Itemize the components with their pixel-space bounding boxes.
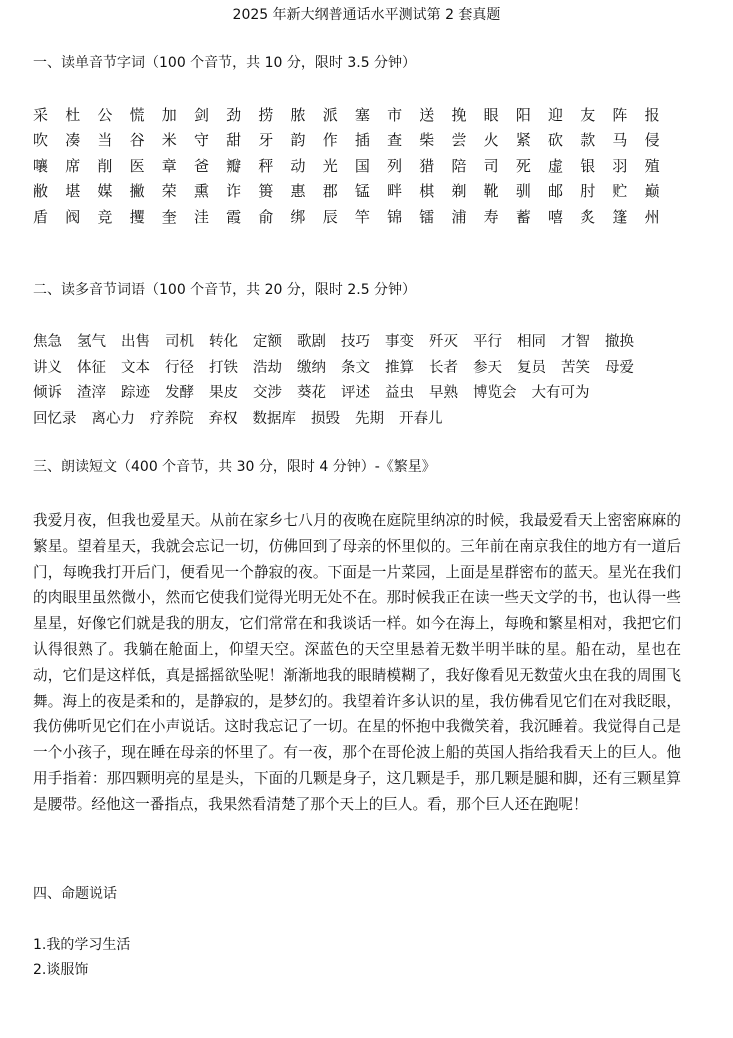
word-item: 才智 [561, 333, 590, 350]
syllable-char: 熏 [193, 182, 209, 201]
syllable-char: 报 [644, 105, 660, 124]
section-1-heading: 一、读单音节字词（100 个音节，共 10 分，限时 3.5 分钟） [33, 55, 417, 71]
syllable-char: 阳 [515, 105, 531, 124]
syllable-char: 嘻 [548, 207, 564, 226]
word-item: 先期 [355, 411, 384, 428]
word-item: 长者 [429, 359, 458, 376]
syllable-char: 采 [33, 105, 49, 124]
word-item: 歌剧 [297, 333, 326, 350]
syllable-char: 盾 [33, 207, 49, 226]
word-item: 司机 [165, 333, 194, 350]
syllable-char: 紧 [515, 131, 531, 150]
syllable-char: 诈 [226, 182, 242, 201]
syllable-char: 霞 [226, 207, 242, 226]
word-item: 离心力 [91, 411, 135, 428]
word-item: 讲义 [33, 359, 62, 376]
syllable-char: 辰 [322, 207, 338, 226]
word-item: 母爱 [605, 359, 634, 376]
syllable-char: 加 [161, 105, 177, 124]
syllable-char: 章 [161, 156, 177, 175]
word-item: 大有可为 [531, 385, 590, 402]
char-row [33, 153, 677, 179]
syllable-char: 羽 [612, 156, 628, 175]
word-item: 回忆录 [33, 411, 77, 428]
word-item: 事变 [385, 333, 414, 350]
syllable-char: 撇 [129, 182, 145, 201]
word-item: 推算 [385, 359, 414, 376]
word-item: 氢气 [77, 333, 106, 350]
syllable-char: 奎 [161, 207, 177, 226]
syllable-char: 荣 [161, 182, 177, 201]
syllable-char: 司 [483, 156, 499, 175]
speaking-topics [33, 933, 130, 983]
word-item: 葵花 [297, 385, 326, 402]
section-2-heading: 二、读多音节词语（100 个音节，共 20 分，限时 2.5 分钟） [33, 282, 417, 298]
syllable-char: 列 [387, 156, 403, 175]
word-item: 益虫 [385, 385, 414, 402]
syllable-char: 棋 [419, 182, 435, 201]
syllable-char: 郡 [322, 182, 338, 201]
word-item: 焦急 [33, 333, 62, 350]
word-item: 打铁 [209, 359, 238, 376]
syllable-char: 陪 [451, 156, 467, 175]
syllable-char: 迎 [548, 105, 564, 124]
syllable-char: 医 [129, 156, 145, 175]
word-row [33, 355, 649, 381]
syllable-char: 巅 [644, 182, 660, 201]
syllable-char: 尝 [451, 131, 467, 150]
syllable-char: 慌 [129, 105, 145, 124]
word-item: 数据库 [252, 411, 296, 428]
syllable-char: 剃 [451, 182, 467, 201]
syllable-char: 锰 [354, 182, 370, 201]
section-4-heading: 四、命题说话 [33, 886, 117, 902]
multi-syllable-grid [33, 329, 649, 432]
syllable-char: 镭 [419, 207, 435, 226]
word-item: 渣滓 [77, 385, 106, 402]
syllable-char: 寿 [483, 207, 499, 226]
syllable-char: 凑 [65, 131, 81, 150]
word-row [33, 406, 649, 432]
word-item: 平行 [473, 333, 502, 350]
syllable-char: 银 [580, 156, 596, 175]
word-item: 倾诉 [33, 385, 62, 402]
syllable-char: 殖 [644, 156, 660, 175]
syllable-char: 削 [97, 156, 113, 175]
syllable-char: 马 [612, 131, 628, 150]
syllable-char: 猎 [419, 156, 435, 175]
syllable-char: 市 [387, 105, 403, 124]
syllable-char: 阵 [612, 105, 628, 124]
syllable-char: 堪 [65, 182, 81, 201]
char-row [33, 102, 677, 128]
word-item: 交涉 [253, 385, 282, 402]
syllable-char: 韵 [290, 131, 306, 150]
word-item: 评述 [341, 385, 370, 402]
syllable-char: 送 [419, 105, 435, 124]
word-item: 出售 [121, 333, 150, 350]
syllable-char: 贮 [612, 182, 628, 201]
syllable-char: 友 [580, 105, 596, 124]
word-item: 弃权 [208, 411, 238, 428]
word-item: 文本 [121, 359, 150, 376]
syllable-char: 柴 [419, 131, 435, 150]
syllable-char: 当 [97, 131, 113, 150]
syllable-char: 攫 [129, 207, 145, 226]
syllable-char: 驯 [515, 182, 531, 201]
syllable-char: 眼 [483, 105, 499, 124]
word-item: 苦笑 [561, 359, 590, 376]
syllable-char: 脓 [290, 105, 306, 124]
syllable-char: 劲 [226, 105, 242, 124]
syllable-char: 竿 [354, 207, 370, 226]
single-syllable-grid [33, 102, 677, 230]
syllable-char: 捞 [258, 105, 274, 124]
syllable-char: 篑 [258, 182, 274, 201]
word-item: 疗养院 [150, 411, 194, 428]
syllable-char: 肘 [580, 182, 596, 201]
syllable-char: 甜 [226, 131, 242, 150]
syllable-char: 国 [354, 156, 370, 175]
syllable-char: 蓄 [515, 207, 531, 226]
syllable-char: 州 [644, 207, 660, 226]
reading-passage: 我爱月夜，但我也爱星天。从前在家乡七八月的夜晚在庭院里纳凉的时候，我最爱看天上密密麻麻的繁星。望着星天，我就会忘记一切，仿佛回到了母亲的怀里似的。三年前在南京我住的地方有一道后门，每晚我打开后门，便看见一个静寂的夜。下面是一片菜园，上面是星群密布的蓝天。星光在我们的肉眼里虽然微小，然而它使我们觉得光明无处不在。那时候我正在读一些天文学的书，也认得一些星星，好像它们就是我的朋友，它们常常在和我谈话一样。如今在海上，每晚和繁星相对，我把它们认得很熟了。我躺在舱面上，仰望天空。深蓝色的天空里悬着无数半明半昧的星。船在动，星也在动，它们是这样低，真是摇摇欲坠呢！渐渐地我的眼睛模糊了，我好像看见无数萤火虫在我的周围飞舞。海上的夜是柔和的，是静寂的，是梦幻的。我望着许多认识的星，我仿佛看见它们在对我眨眼，我仿佛听见它们在小声说话。这时我忘记了一切。在星的怀抱中我微笑着，我沉睡着。我觉得自己是一个小孩子，现在睡在母亲的怀里了。有一夜，那个在哥伦波上船的英国人指给我看天上的巨人。他用手指着：那四颗明亮的星是头，下面的几颗是身子，这几颗是手，那几颗是腿和脚，还有三颗星算是腰带。经他这一番指点，我果然看清楚了那个天上的巨人。看，那个巨人还在跑呢！ [33, 512, 681, 813]
page-title: 2025 年新大纲普通话水平测试第 2 套真题 [232, 7, 501, 23]
syllable-char: 谷 [129, 131, 145, 150]
word-item: 博览会 [473, 385, 517, 402]
word-item: 撤换 [605, 333, 634, 350]
syllable-char: 吹 [33, 131, 49, 150]
word-item: 转化 [209, 333, 238, 350]
syllable-char: 牙 [258, 131, 274, 150]
word-item: 定额 [253, 333, 282, 350]
syllable-char: 锦 [387, 207, 403, 226]
syllable-char: 公 [97, 105, 113, 124]
syllable-char: 竞 [97, 207, 113, 226]
syllable-char: 火 [483, 131, 499, 150]
syllable-char: 侵 [644, 131, 660, 150]
syllable-char: 阀 [65, 207, 81, 226]
syllable-char: 挽 [451, 105, 467, 124]
syllable-char: 守 [193, 131, 209, 150]
syllable-char: 光 [322, 156, 338, 175]
syllable-char: 洼 [193, 207, 209, 226]
syllable-char: 浦 [451, 207, 467, 226]
word-item: 发酵 [165, 385, 194, 402]
syllable-char: 米 [161, 131, 177, 150]
syllable-char: 派 [322, 105, 338, 124]
word-item: 果皮 [209, 385, 238, 402]
syllable-char: 动 [290, 156, 306, 175]
topic-item: 1.我的学习生活 [33, 937, 131, 953]
syllable-char: 媒 [97, 182, 113, 201]
char-row [33, 204, 677, 230]
syllable-char: 插 [354, 131, 370, 150]
word-item: 复员 [517, 359, 546, 376]
word-item: 技巧 [341, 333, 370, 350]
char-row [33, 179, 677, 205]
syllable-char: 款 [580, 131, 596, 150]
word-item: 歼灭 [429, 333, 458, 350]
syllable-char: 死 [515, 156, 531, 175]
syllable-char: 席 [65, 156, 81, 175]
syllable-char: 虚 [548, 156, 564, 175]
syllable-char: 炙 [580, 207, 596, 226]
word-item: 条文 [341, 359, 370, 376]
syllable-char: 靴 [483, 182, 499, 201]
word-row [33, 381, 649, 407]
syllable-char: 杜 [65, 105, 81, 124]
syllable-char: 塞 [354, 105, 370, 124]
syllable-char: 绑 [290, 207, 306, 226]
word-row [33, 329, 649, 355]
syllable-char: 俞 [258, 207, 274, 226]
word-item: 体征 [77, 359, 106, 376]
word-item: 损毁 [311, 411, 340, 428]
syllable-char: 瓣 [226, 156, 242, 175]
syllable-char: 剑 [193, 105, 209, 124]
syllable-char: 邮 [548, 182, 564, 201]
topic-item: 2.谈服饰 [33, 962, 89, 978]
section-3-heading: 三、朗读短文（400 个音节，共 30 分，限时 4 分钟）-《繁星》 [33, 459, 436, 475]
syllable-char: 嚷 [33, 156, 49, 175]
syllable-char: 惠 [290, 182, 306, 201]
syllable-char: 爸 [193, 156, 209, 175]
syllable-char: 敝 [33, 182, 49, 201]
syllable-char: 篷 [612, 207, 628, 226]
word-item: 参天 [473, 359, 502, 376]
word-item: 缴纳 [297, 359, 326, 376]
syllable-char: 畔 [387, 182, 403, 201]
word-item: 相同 [517, 333, 546, 350]
syllable-char: 查 [387, 131, 403, 150]
word-item: 开春儿 [399, 411, 443, 428]
syllable-char: 砍 [548, 131, 564, 150]
syllable-char: 秤 [258, 156, 274, 175]
char-row [33, 128, 677, 154]
word-item: 早熟 [429, 385, 458, 402]
word-item: 浩劫 [253, 359, 282, 376]
word-item: 行径 [165, 359, 194, 376]
word-item: 踪迹 [121, 385, 150, 402]
syllable-char: 作 [322, 131, 338, 150]
